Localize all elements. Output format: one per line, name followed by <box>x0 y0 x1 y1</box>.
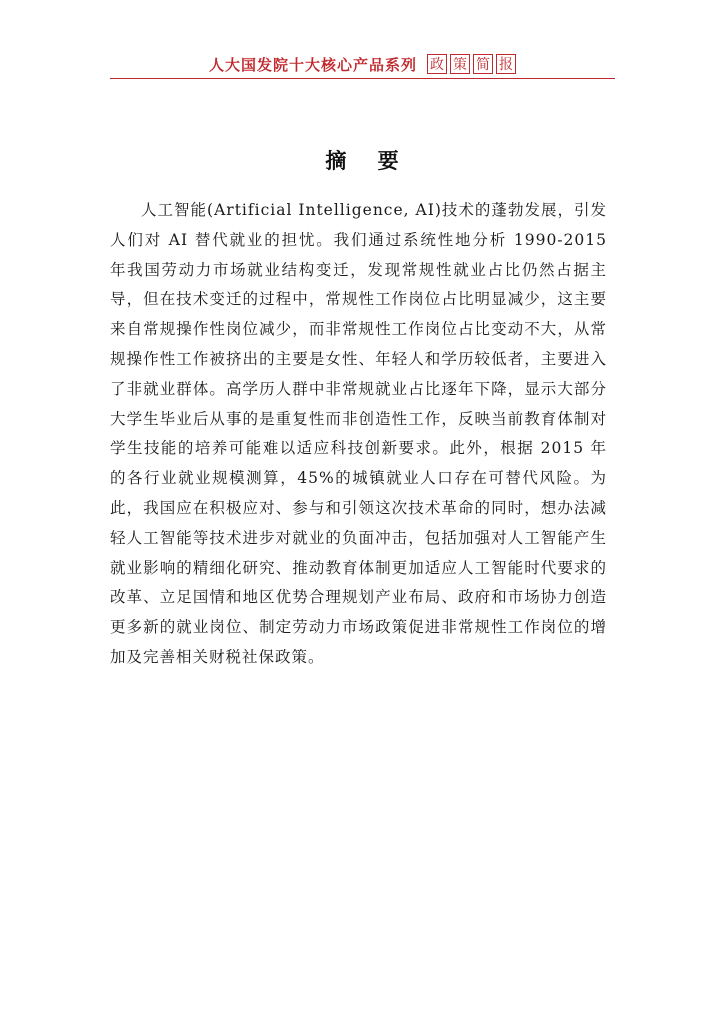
header-divider <box>110 78 615 79</box>
badge-char-1: 政 <box>427 54 447 74</box>
badge-char-2: 策 <box>450 54 470 74</box>
policy-brief-badge <box>427 54 516 74</box>
badge-char-3: 简 <box>473 54 493 74</box>
series-title: 人大国发院十大核心产品系列 <box>208 55 417 74</box>
page-header <box>110 50 615 78</box>
badge-char-4: 报 <box>496 54 516 74</box>
abstract-body: 人工智能(Artificial Intelligence, AI)技术的蓬勃发展，引发人们对 AI 替代就业的担忧。我们通过系统性地分析 1990-2015 年我国劳动力市场就业结构变迁，发现常规性就业占比仍然占据主导，但在技术变迁的过程中，常规性工作岗位占比明显减少，这主要来自常规操作性岗位减少，而非常规性工作岗位占比变动不大，从常规操作性工作被挤出的主要是女性、年轻人和学历较低者，主要进入了非就业群体。高学历人群中非常规就业占比逐年下降，显示大部分大学生毕业后从事的是重复性而非创造性工作，反映当前教育体制对学生技能的培养可能难以适应科技创新要求。此外，根据 2015 年的各行业就业规模测算，45%的城镇就业人口存在可替代风险。为此，我国应在积极应对、参与和引领这次技术革命的同时，想办法减轻人工智能等技术进步对就业的负面冲击，包括加强对人工智能产生就业影响的精细化研究、推动教育体制更加适应人工智能时代要求的改革、立足国情和地区优势合理规划产业布局、政府和市场协力创造更多新的就业岗位、制定劳动力市场政策促进非常规性工作岗位的增加及完善相关财税社保政策。 <box>110 201 607 666</box>
abstract-heading: 摘 要 <box>325 148 411 173</box>
